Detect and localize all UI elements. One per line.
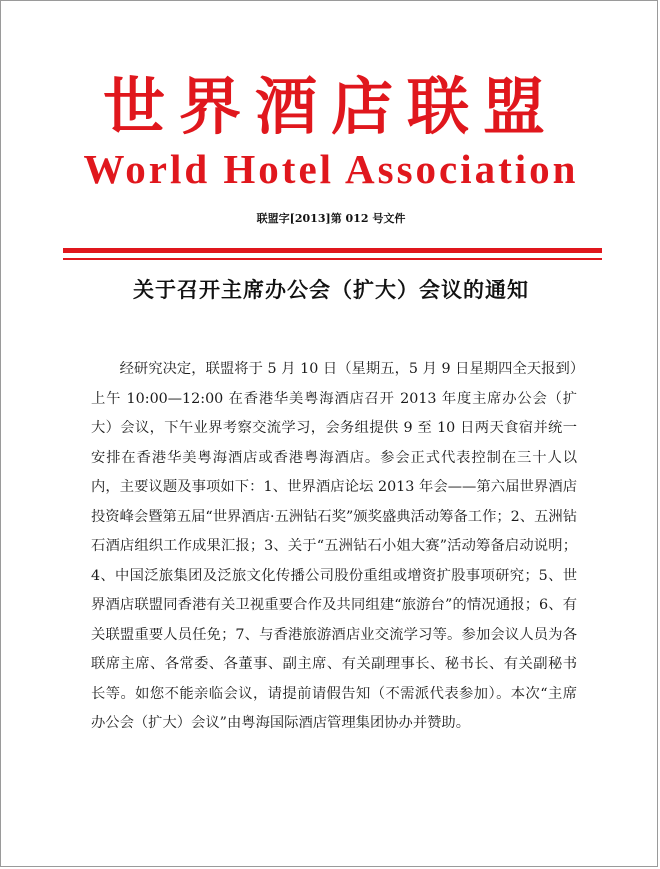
notice-body-paragraph: 经研究决定，联盟将于 5 月 10 日（星期五，5 月 9 日星期四全天报到）上午 10:00—12:00 在香港华美粤海酒店召开 2013 年度主席办公会（扩大）会议，下午业界考察交流学习，会务组提供 9 至 10 日两天食宿并统一安排在香港华美粤海酒店或香港粤海酒店。参会正式代表控制在三十人以内，主要议题及事项如下：1、世界酒店论坛 2013 年会——第六届世界酒店投资峰会暨第五届“世界酒店·五洲钻石奖”颁奖盛典活动筹备工作；2、五洲钻石酒店组织工作成果汇报；3、关于“五洲钻石小姐大赛”活动筹备启动说明；4、中国泛旅集团及泛旅文化传播公司股份重组或增资扩股事项研究；5、世界酒店联盟同香港有关卫视重要合作及共同组建“旅游台”的情况通报；6、有关联盟重要人员任免；7、与香港旅游酒店业交流学习等。参加会议人员为各联席主席、各常委、各董事、副主席、有关副理事长、秘书长、有关副秘书长等。如您不能亲临会议，请提前请假告知（不需派代表参加）。本次“主席办公会（扩大）会议”由粤海国际酒店管理集团协办并赞助。 <box>91 361 577 731</box>
letterhead-title-chinese: 世界酒店联盟 <box>102 70 559 143</box>
document-number: 联盟字[2013]第 012 号文件 <box>256 212 406 225</box>
letterhead-title-english: World Hotel Association <box>83 146 579 192</box>
letterhead-divider-thin <box>63 258 602 260</box>
notice-title: 关于召开主席办公会（扩大）会议的通知 <box>133 277 529 302</box>
letterhead-divider-thick <box>63 248 602 253</box>
